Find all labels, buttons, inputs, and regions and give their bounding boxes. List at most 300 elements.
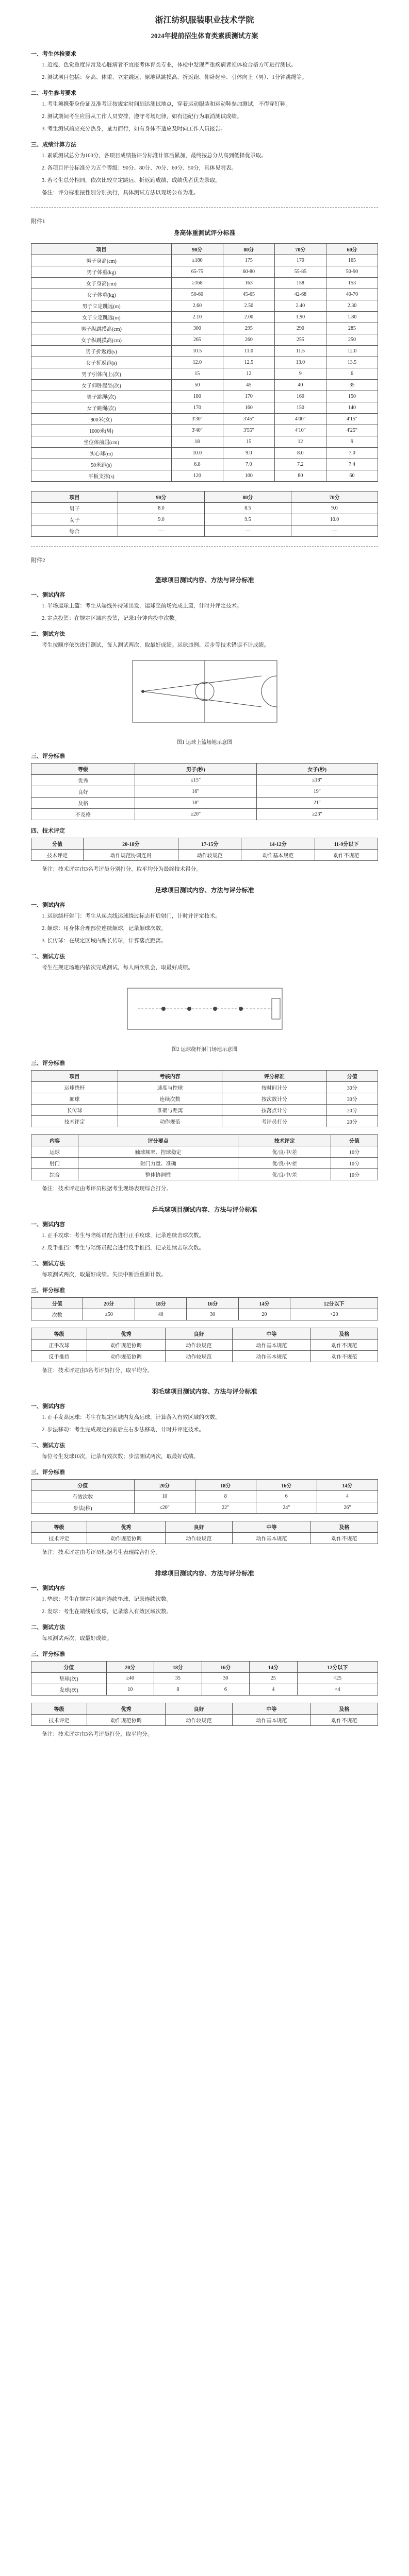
table-cell: 女子	[31, 514, 118, 526]
table-header-cell: 60分	[326, 244, 378, 255]
table-cell: 50-60	[171, 289, 223, 300]
paragraph: 3. 若考生总分相同，依次比较立定跳远、折返跑成绩，成绩优者优先录取。	[42, 178, 221, 183]
table-cell: 3'30"	[171, 414, 223, 425]
table-cell: 2.00	[223, 312, 274, 323]
table-cell: 动作不规范	[310, 1715, 378, 1726]
table-cell: 8	[195, 1491, 256, 1502]
table-row	[31, 1715, 378, 1726]
table-cell: 40	[135, 1309, 186, 1320]
section-heading: 三、评分标准	[31, 1469, 65, 1476]
table-cell: 15	[171, 368, 223, 380]
table-header-row	[31, 1662, 378, 1673]
table-header-cell: 内容	[31, 1135, 78, 1146]
table-row	[31, 323, 378, 334]
table-header-row	[31, 1071, 378, 1082]
table-cell: 动作基本规范	[232, 1715, 310, 1726]
table-cell: 动作规范协调	[87, 1533, 165, 1544]
table-header-cell: 良好	[165, 1521, 232, 1533]
table-cell: 13.0	[274, 357, 326, 368]
table-cell: 175	[223, 255, 274, 266]
table-cell: 42-68	[274, 289, 326, 300]
part-heading: 篮球项目测试内容、方法与评分标准	[155, 577, 254, 584]
table-cell: 动作不规范	[310, 1340, 378, 1351]
table-row	[31, 1684, 378, 1696]
table-cell: 及格	[31, 798, 135, 809]
table-cell: 10	[134, 1491, 195, 1502]
table-cell: 技术评定	[31, 1116, 118, 1127]
table-cell: 295	[223, 323, 274, 334]
volleyball-score-table	[31, 1661, 378, 1696]
table-cell: 动作规范协调	[87, 1715, 165, 1726]
table-cell: 动作基本规范	[232, 1351, 310, 1362]
table-cell: —	[118, 526, 205, 537]
table-cell: 11.5	[274, 346, 326, 357]
paragraph: 考生在规定场地内依次完成测试，每人两次机会，取最好成绩。	[42, 965, 193, 971]
score-table-2	[31, 491, 378, 537]
table-row	[31, 334, 378, 346]
table-cell: 9.5	[205, 514, 291, 526]
table-header-cell: 90分	[171, 244, 223, 255]
table-cell: 10分	[331, 1158, 378, 1169]
table-cell: 按次数计分	[222, 1093, 326, 1105]
paragraph: 1. 半场运球上篮：考生从端线外持球出发，运球至前场完成上篮，计时并评定技术。	[42, 603, 242, 609]
table-header-cell: 优秀	[87, 1328, 165, 1340]
table-cell: 发球(次)	[31, 1684, 107, 1696]
section-heading: 三、成绩计算方法	[31, 142, 76, 148]
table-cell: 男子立定跳远(m)	[31, 300, 172, 312]
table-cell: 20分	[326, 1105, 378, 1116]
table-cell: 速度与控球	[118, 1082, 222, 1093]
table-cell: 7.2	[274, 459, 326, 470]
table-header-row	[31, 838, 378, 850]
table-cell: 300	[171, 323, 223, 334]
table-header-cell: 18分	[135, 1298, 186, 1309]
table-cell: 女子折返跑(s)	[31, 357, 172, 368]
table-cell: 动作基本规范	[232, 1340, 310, 1351]
section-heading: 一、测试内容	[31, 1222, 65, 1228]
section-heading: 一、考生体检要求	[31, 51, 76, 57]
table-row	[31, 1082, 378, 1093]
table-cell: 12.5	[223, 357, 274, 368]
table-cell: 21"	[256, 798, 378, 809]
table-cell: 55-85	[274, 266, 326, 278]
table-header-cell: 14-12分	[241, 838, 315, 850]
table-header-cell: 70分	[291, 492, 378, 503]
table-cell: 优/良/中/差	[238, 1158, 331, 1169]
table-header-cell: 80分	[205, 492, 291, 503]
table-cell: 22"	[195, 1502, 256, 1514]
table-row	[31, 448, 378, 459]
table-header-cell: 16分	[202, 1662, 250, 1673]
paragraph: 2. 定点投篮：在规定区域内投篮，记录1分钟内投中次数。	[42, 616, 180, 621]
table-header-cell: 14分	[317, 1480, 378, 1491]
divider	[31, 546, 378, 547]
attachment-label: 附件1	[31, 218, 45, 225]
table-cell: 800米(女)	[31, 414, 172, 425]
table-cell: 265	[171, 334, 223, 346]
paragraph: 1. 素质测试总分为100分，各项目成绩按评分标准计算后累加，最终按总分从高到低择优录取。	[42, 153, 267, 159]
table-row	[31, 459, 378, 470]
table-cell: 女子身高(cm)	[31, 278, 172, 289]
table-cell: 技术评定	[31, 1715, 87, 1726]
table-cell: 40-70	[326, 289, 378, 300]
table-cell: 170	[223, 391, 274, 402]
table-cell: 2.10	[171, 312, 223, 323]
table-header-cell: 项目	[31, 492, 118, 503]
table-cell: 动作较规范	[165, 1715, 232, 1726]
table-cell: 10分	[331, 1169, 378, 1180]
table-cell: 实心球(m)	[31, 448, 172, 459]
table-cell: 女子仰卧起坐(次)	[31, 380, 172, 391]
note: 备注：技术评定由3名考评员打分，取平均分。	[42, 1732, 153, 1737]
table-cell: 16"	[135, 786, 256, 798]
table-cell: ≥40	[106, 1673, 154, 1684]
table-header-cell: 18分	[154, 1662, 202, 1673]
table-cell: 12.0	[326, 346, 378, 357]
table-row	[31, 1673, 378, 1684]
table-header-cell: 分值	[331, 1135, 378, 1146]
table-cell: 35	[154, 1673, 202, 1684]
table-cell: 10.0	[171, 448, 223, 459]
table-header-cell: 项目	[31, 244, 172, 255]
part-heading: 羽毛球项目测试内容、方法与评分标准	[152, 1388, 257, 1395]
table-cell: 颠球	[31, 1093, 118, 1105]
table-cell: 4'25"	[326, 425, 378, 436]
table-cell: 30分	[326, 1082, 378, 1093]
table-row	[31, 266, 378, 278]
table-header-cell: 项目	[31, 1071, 118, 1082]
table-row	[31, 380, 378, 391]
table-cell: 150	[326, 391, 378, 402]
table-cell: 9.0	[223, 448, 274, 459]
table-cell: 2.30	[326, 300, 378, 312]
paragraph: 2. 各项目评分标准分为五个等级：90分、80分、70分、60分、50分，具体见附表。	[42, 165, 237, 171]
table-header-cell: 14分	[250, 1662, 298, 1673]
table-cell: 160	[223, 402, 274, 414]
table-cell: 290	[274, 323, 326, 334]
table-cell: 2.50	[223, 300, 274, 312]
table-header-row	[31, 1703, 378, 1715]
paragraph: 每位考生发球10次，记录有效次数；步法测试两次，取最好成绩。	[42, 1454, 199, 1460]
table-cell: 优/良/中/差	[238, 1169, 331, 1180]
table-cell: 步法(秒)	[31, 1502, 135, 1514]
figure-caption: 图1 运球上篮场地示意图	[176, 740, 233, 745]
table-cell: 9	[326, 436, 378, 448]
table-cell: 女子跳绳(次)	[31, 402, 172, 414]
table-header-cell: 80分	[223, 244, 274, 255]
table-cell: 25	[250, 1673, 298, 1684]
table-cell: 优/良/中/差	[238, 1146, 331, 1158]
table-cell: 50-90	[326, 266, 378, 278]
table-row	[31, 425, 378, 436]
table-row	[31, 786, 378, 798]
table-cell: 40	[274, 380, 326, 391]
table-cell: 250	[326, 334, 378, 346]
table-cell: 6	[202, 1684, 250, 1696]
table-cell: 158	[274, 278, 326, 289]
table-cell: 触球频率、控球稳定	[78, 1146, 238, 1158]
table-cell: ≤18"	[256, 775, 378, 786]
section-heading: 三、评分标准	[31, 1287, 65, 1294]
table-header-row	[31, 1480, 378, 1491]
table-cell: 1.80	[326, 312, 378, 323]
table-row	[31, 300, 378, 312]
table-row	[31, 414, 378, 425]
table-cell: 20分	[326, 1116, 378, 1127]
football-tech-table	[31, 1134, 378, 1180]
table-header-cell: 及格	[310, 1328, 378, 1340]
paragraph: 3. 考生测试前应充分热身，量力而行，如有身体不适应及时向工作人员报告。	[42, 126, 226, 132]
table-cell: 65-75	[171, 266, 223, 278]
table-cell: 12	[274, 436, 326, 448]
table-cell: 男子	[31, 503, 118, 514]
table-row	[31, 289, 378, 300]
table-cell: 优秀	[31, 775, 135, 786]
table-cell: 7.0	[326, 448, 378, 459]
table-cell: 50	[171, 380, 223, 391]
table-header-row	[31, 1328, 378, 1340]
table-row	[31, 526, 378, 537]
table-cell: 2.60	[171, 300, 223, 312]
table-cell: 垫球(次)	[31, 1673, 107, 1684]
table-cell: 170	[274, 255, 326, 266]
table-cell: 8.0	[118, 503, 205, 514]
table-row	[31, 436, 378, 448]
table-header-cell: 分值	[326, 1071, 378, 1082]
section-heading: 一、测试内容	[31, 1403, 65, 1410]
paragraph: 每项测试两次，取最好成绩。	[42, 1636, 112, 1641]
table-row	[31, 514, 378, 526]
table-cell: 160	[274, 391, 326, 402]
table-cell: 3'40"	[171, 425, 223, 436]
table-cell: 技术评定	[31, 850, 84, 861]
table-header-cell: 及格	[310, 1521, 378, 1533]
table-row	[31, 255, 378, 266]
table-cell: 男子折返跑(s)	[31, 346, 172, 357]
table-cell: 射门力量、准确	[78, 1158, 238, 1169]
table-header-cell: 中等	[232, 1703, 310, 1715]
table-cell: ≥23"	[256, 809, 378, 820]
table-cell: 按时间计分	[222, 1082, 326, 1093]
table-header-cell: 11-9分以下	[315, 838, 378, 850]
table-cell: 3'55"	[223, 425, 274, 436]
section-heading: 二、测试方法	[31, 1261, 65, 1267]
table-header-cell: 中等	[232, 1328, 310, 1340]
table-cell: 长传球	[31, 1105, 118, 1116]
table-row	[31, 1533, 378, 1544]
table-row	[31, 1340, 378, 1351]
paragraph: 1. 垫球：考生在规定区域内连续垫球，记录连续次数。	[42, 1597, 172, 1602]
section-heading: 三、评分标准	[31, 1060, 65, 1066]
doc-title: 2024年提前招生体育类素质测试方案	[151, 32, 258, 40]
table-row	[31, 1491, 378, 1502]
section-heading: 三、评分标准	[31, 1651, 65, 1657]
table-header-cell: 女子(秒)	[256, 764, 378, 775]
table-cell: 9.0	[118, 514, 205, 526]
table-cell: 12	[223, 368, 274, 380]
table-header-cell: 70分	[274, 244, 326, 255]
table-header-cell: 18分	[195, 1480, 256, 1491]
table-cell: 6.8	[171, 459, 223, 470]
table-cell: 男子纵跳摸高(cm)	[31, 323, 172, 334]
table-cell: <25	[297, 1673, 378, 1684]
table-cell: 120	[171, 470, 223, 482]
table-cell: 2.40	[274, 300, 326, 312]
table-cell: 运球	[31, 1146, 78, 1158]
paragraph: 1. 近视、色觉重度异常及心脏病者不宜报考体育类专业，体检中发现严重疾病者须体检合格方可进行测试。	[42, 62, 297, 68]
note: 备注：技术评定由考评员根据考生现场表现综合打分。	[42, 1186, 172, 1192]
table-cell: 男子体重(kg)	[31, 266, 172, 278]
attachment-label: 附件2	[31, 557, 45, 564]
table-cell: 10	[106, 1684, 154, 1696]
table-cell: 9.0	[291, 503, 378, 514]
table-header-cell: 16分	[187, 1298, 238, 1309]
table-cell: 8.0	[274, 448, 326, 459]
table-cell: 50米跑(s)	[31, 459, 172, 470]
table-cell: 30分	[326, 1093, 378, 1105]
part-heading: 乒乓球项目测试内容、方法与评分标准	[152, 1206, 257, 1213]
table-cell: 动作基本规范	[232, 1533, 310, 1544]
table-row	[31, 278, 378, 289]
table-cell: 10.5	[171, 346, 223, 357]
note: 备注：技术评定由考评员根据考生表现综合打分。	[42, 1550, 161, 1555]
table-header-cell: 考核内容	[118, 1071, 222, 1082]
table-header-row	[31, 1298, 378, 1309]
table-cell: 15	[223, 436, 274, 448]
table-cell: 坐位体前屈(cm)	[31, 436, 172, 448]
football-score-table	[31, 1070, 378, 1127]
table-cell: 170	[171, 402, 223, 414]
table-caption: 身高体重测试评分标准	[173, 229, 236, 236]
table-header-cell: 17-15分	[178, 838, 241, 850]
table-cell: 45-65	[223, 289, 274, 300]
table-row	[31, 1093, 378, 1105]
table-row	[31, 1169, 378, 1180]
section-heading: 二、考生参考要求	[31, 90, 76, 96]
table-cell: 动作基本规范	[241, 850, 315, 861]
note: 备注：技术评定由3名考评员分别打分，取平均分为最终技术得分。	[42, 867, 202, 872]
table-cell: 6	[256, 1491, 317, 1502]
table-row	[31, 1146, 378, 1158]
section-heading: 一、测试内容	[31, 1585, 65, 1591]
table-header-cell: 分值	[31, 1480, 135, 1491]
table-header-cell: 12分以下	[290, 1298, 378, 1309]
table-cell: 男子身高(cm)	[31, 255, 172, 266]
table-cell: 6	[326, 368, 378, 380]
table-cell: 140	[326, 402, 378, 414]
table-cell: 女子纵跳摸高(cm)	[31, 334, 172, 346]
table-cell: 按落点计分	[222, 1105, 326, 1116]
paragraph: 每项测试两次，取最好成绩。失误中断后重新计数。	[42, 1272, 167, 1278]
table-row	[31, 798, 378, 809]
table-header-cell: 14分	[238, 1298, 290, 1309]
table-cell: 不及格	[31, 809, 135, 820]
table-cell: 4	[317, 1491, 378, 1502]
table-cell: ≥168	[171, 278, 223, 289]
table-cell: 1000米(男)	[31, 425, 172, 436]
part-heading: 足球项目测试内容、方法与评分标准	[155, 887, 254, 894]
table-cell: 10分	[331, 1146, 378, 1158]
section-heading: 三、评分标准	[31, 753, 65, 759]
paragraph: 2. 颠球：用身体合理部位连续颠球，记录颠球次数。	[42, 926, 167, 931]
table-cell: 男子引体向上(次)	[31, 368, 172, 380]
table-cell: 正手攻球	[31, 1340, 87, 1351]
table-cell: 反手推挡	[31, 1351, 87, 1362]
table-cell: 动作较规范	[165, 1340, 232, 1351]
table-header-cell: 男子(秒)	[135, 764, 256, 775]
table-cell: 8	[154, 1684, 202, 1696]
table-cell: 平板支撑(s)	[31, 470, 172, 482]
table-row	[31, 1351, 378, 1362]
table-cell: 4	[250, 1684, 298, 1696]
table-header-cell: 90分	[118, 492, 205, 503]
table-cell: 动作不规范	[310, 1351, 378, 1362]
table-cell: —	[291, 526, 378, 537]
paragraph: 1. 正手攻球：考生与陪练员配合进行正手攻球，记录连续击球次数。	[42, 1233, 204, 1239]
court-diagram-football	[122, 978, 287, 1040]
table-cell: 30	[202, 1673, 250, 1684]
table-cell: 80	[274, 470, 326, 482]
paragraph: 2. 发球：考生在端线后发球，记录落入有效区域次数。	[42, 1609, 172, 1615]
table-cell: 7.4	[326, 459, 378, 470]
paragraph: 2. 反手推挡：考生与陪练员配合进行反手推挡，记录连续击球次数。	[42, 1245, 204, 1251]
table-cell: ≤20"	[134, 1502, 195, 1514]
section-heading: 二、测试方法	[31, 954, 65, 960]
court-diagram-basketball	[127, 655, 282, 733]
table-cell: 动作规范协调	[87, 1340, 165, 1351]
part-heading: 排球项目测试内容、方法与评分标准	[155, 1570, 254, 1577]
table-cell: 动作较规范	[178, 850, 241, 861]
table-cell: 射门	[31, 1158, 78, 1169]
table-cell: 285	[326, 323, 378, 334]
table-cell: 24"	[256, 1502, 317, 1514]
table-header-cell: 优秀	[87, 1521, 165, 1533]
table-header-cell: 等级	[31, 1703, 87, 1715]
table-row	[31, 775, 378, 786]
table-cell: 动作规范	[118, 1116, 222, 1127]
table-header-cell: 及格	[310, 1703, 378, 1715]
table-header-cell: 20-18分	[84, 838, 178, 850]
table-header-row	[31, 492, 378, 503]
table-header-cell: 16分	[256, 1480, 317, 1491]
paragraph: 1. 正手发高远球：考生在规定区域内发高远球，计算落入有效区域的次数。	[42, 1415, 221, 1420]
table-cell: 8.5	[205, 503, 291, 514]
table-cell: 26"	[317, 1502, 378, 1514]
table-row	[31, 1309, 378, 1320]
table-cell: 女子体重(kg)	[31, 289, 172, 300]
table-row	[31, 402, 378, 414]
section-heading: 一、测试内容	[31, 592, 65, 598]
table-header-cell: 等级	[31, 1328, 87, 1340]
badminton-tech-table	[31, 1521, 378, 1544]
table-cell: 153	[326, 278, 378, 289]
table-row	[31, 391, 378, 402]
table-cell: 准确与距离	[118, 1105, 222, 1116]
section-heading: 二、测试方法	[31, 1624, 65, 1631]
table-cell: 9	[274, 368, 326, 380]
table-cell: 考评员打分	[222, 1116, 326, 1127]
paragraph: 2. 测试期间考生应服从工作人员安排，遵守考场纪律，如有违纪行为取消测试成绩。	[42, 114, 242, 120]
table-header-cell: 等级	[31, 1521, 87, 1533]
table-cell: 12.0	[171, 357, 223, 368]
table-cell: 100	[223, 470, 274, 482]
paragraph: 考生按顺序依次进行测试，每人测试两次，取最好成绩。运球违例、走步等技术错误不计成绩。	[42, 642, 269, 648]
table-cell: 18"	[135, 798, 256, 809]
table-cell: <20	[290, 1309, 378, 1320]
table-header-cell: 20分	[83, 1298, 135, 1309]
table-row	[31, 357, 378, 368]
table-cell: 4'10"	[274, 425, 326, 436]
